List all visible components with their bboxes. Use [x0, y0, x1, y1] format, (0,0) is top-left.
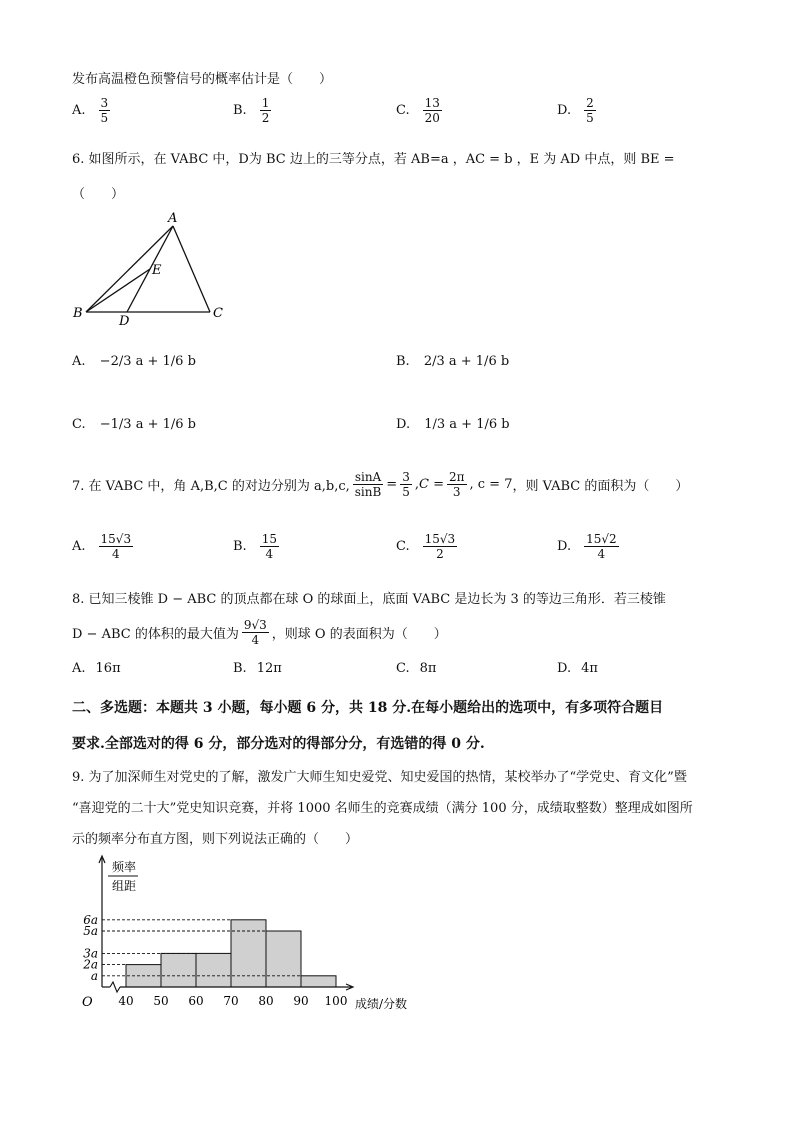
- section2-line2: 要求.全部选对的得 6 分，部分选对的得部分分，有选错的得 0 分.: [72, 736, 485, 752]
- q5-option-b[interactable]: B. $\frac{1}{2}$: [233, 96, 270, 125]
- q6-option-a[interactable]: A. −2/3 a + 1/6 b: [72, 354, 196, 369]
- q9-line1: 9. 为了加深师生对党史的了解，激发广大师生知史爱党、知史爱国的热情，某校举办了“学党史、育文化”暨: [72, 770, 687, 785]
- x-tick-label-70: 70: [223, 994, 239, 1008]
- y-label-bottom: 组距: [112, 879, 137, 893]
- side-ac: [173, 226, 210, 312]
- q7-option-b[interactable]: B. $\frac{15}{4}$: [233, 532, 277, 561]
- segment-be: [86, 269, 150, 312]
- q6-option-b[interactable]: B. 2/3 a + 1/6 b: [396, 354, 510, 369]
- q8-line2: D − ABC 的体积的最大值为 $\frac{9√3}{4}$ ，则球 O 的表面积为（ ）: [72, 618, 447, 647]
- q7-option-d[interactable]: D. $\frac{15√2}{4}$: [557, 532, 617, 561]
- y-tick-label-2a: 2a: [83, 957, 98, 972]
- histogram-bar-60-70: [196, 953, 231, 987]
- label-d: D: [119, 314, 130, 328]
- label-c: C: [213, 306, 223, 321]
- q8-line1: 8. 已知三棱锥 D − ABC 的顶点都在球 O 的球面上，底面 VABC 是边长为 3 的等边三角形．若三棱锥: [72, 592, 666, 607]
- origin-label: O: [82, 995, 93, 1010]
- q8-option-b[interactable]: B. 12π: [233, 661, 282, 676]
- label-e: E: [152, 263, 162, 278]
- q5-option-a[interactable]: A. $\frac{3}{5}$: [72, 96, 109, 125]
- q6-stem: 6. 如图所示，在 VABC 中，D为 BC 边上的三等分点，若 AB=a ，AC = b ，E 为 AD 中点，则 BE =: [72, 152, 675, 167]
- q6-option-d[interactable]: D. 1/3 a + 1/6 b: [396, 417, 510, 432]
- histogram-bar-80-90: [266, 931, 301, 987]
- y-tick-label-5a: 5a: [83, 924, 98, 938]
- axis-break-mark: [110, 982, 120, 992]
- q7-stem: 7. 在 VABC 中，角 A,B,C 的对边分别为 a,b,c, $\frac{\sin A}{\sin B}$ = $\frac{3}{5}$ , C = $\frac{2\pi}{3}$ , c = 7 ，则 VABC 的面积为（ ）: [72, 470, 689, 499]
- q9-line2: “喜迎党的二十大”党史知识竞赛，并将 1000 名师生的竞赛成绩（满分 100 分，成绩取整数）整理成如图所: [72, 801, 693, 816]
- histogram-bar-90-100: [301, 976, 336, 987]
- label-a: A: [168, 211, 178, 226]
- q7-option-c[interactable]: C. $\frac{15√3}{2}$: [396, 532, 456, 561]
- q9-line3: 示的频率分布直方图，则下列说法正确的（ ）: [72, 832, 359, 847]
- y-tick-label-a: a: [90, 968, 98, 983]
- x-axis-label: 成绩/分数: [355, 997, 408, 1011]
- q5-option-d[interactable]: D. $\frac{2}{5}$: [557, 96, 594, 125]
- q7-option-a[interactable]: A. $\frac{15√3}{4}$: [72, 532, 132, 561]
- triangle-figure: [68, 206, 238, 328]
- frequency-histogram: [70, 852, 440, 1012]
- q5-stem: 发布高温橙色预警信号的概率估计是（ ）: [72, 72, 333, 87]
- y-label-top: 频率: [112, 860, 137, 874]
- x-tick-label-90: 90: [293, 994, 309, 1008]
- q8-option-d[interactable]: D. 4π: [557, 661, 598, 676]
- q8-option-c[interactable]: C. 8π: [396, 661, 437, 676]
- q6-bracket: （ ）: [72, 187, 125, 202]
- label-b: B: [73, 306, 83, 321]
- y-tick-label-3a: 3a: [83, 946, 98, 961]
- x-tick-label-60: 60: [188, 994, 204, 1008]
- x-tick-label-50: 50: [153, 994, 169, 1008]
- histogram-bar-70-80: [231, 920, 266, 987]
- histogram-bar-50-60: [161, 953, 196, 987]
- q8-option-a[interactable]: A. 16π: [72, 661, 121, 676]
- y-tick-label-6a: 6a: [83, 912, 98, 927]
- q6-option-c[interactable]: C. −1/3 a + 1/6 b: [72, 417, 196, 432]
- x-tick-label-100: 100: [324, 994, 348, 1008]
- q5-option-c[interactable]: C. $\frac{13}{20}$: [396, 96, 440, 125]
- x-tick-label-80: 80: [258, 994, 274, 1008]
- x-tick-label-40: 40: [118, 994, 134, 1008]
- section2-line1: 二、多选题：本题共 3 小题，每小题 6 分，共 18 分.在每小题给出的选项中，有多项符合题目: [72, 700, 664, 716]
